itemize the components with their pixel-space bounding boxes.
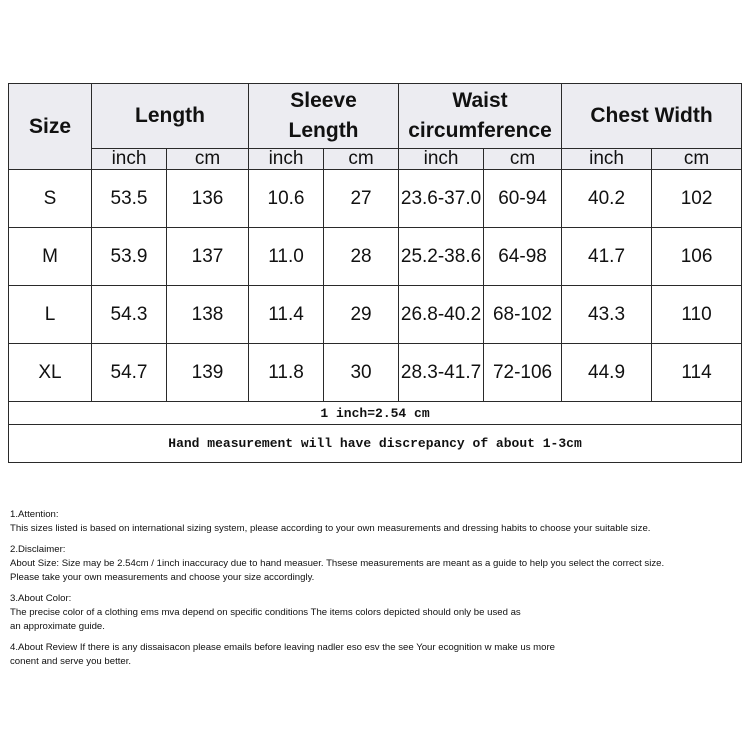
value-cell: 54.7 (92, 344, 167, 402)
discrepancy-note: Hand measurement will have discrepancy of about 1-3cm (9, 425, 742, 463)
value-cell: 28.3-41.7 (399, 344, 484, 402)
unit-cell: cm (167, 149, 249, 170)
sleeve-length-header (249, 84, 399, 149)
value-cell: 30 (324, 344, 399, 402)
length-header: Length (92, 84, 249, 149)
value-cell: 53.9 (92, 228, 167, 286)
unit-cell: cm (324, 149, 399, 170)
waist-header-line2: circumference (408, 119, 552, 142)
discrepancy-row (9, 425, 742, 463)
note-title: 3.About Color: (10, 593, 72, 604)
unit-cell: inch (249, 149, 324, 170)
conversion-note: 1 inch=2.54 cm (9, 402, 742, 425)
note-title: 1.Attention: (10, 509, 59, 520)
sleeve-header-line1: Sleeve (290, 89, 357, 112)
value-cell: 23.6-37.0 (399, 170, 484, 228)
value-cell: 25.2-38.6 (399, 228, 484, 286)
value-cell: 41.7 (562, 228, 652, 286)
table-row (9, 170, 742, 228)
value-cell: 106 (652, 228, 742, 286)
value-cell: 53.5 (92, 170, 167, 228)
table-row (9, 228, 742, 286)
note-line: Please take your own measurements and choose your size accordingly. (10, 572, 315, 583)
value-cell: 28 (324, 228, 399, 286)
value-cell: 137 (167, 228, 249, 286)
waist-header (399, 84, 562, 149)
note-line: 4.About Review If there is any dissaisacon please emails before leaving nadler eso esv the see Your ecognition w make us more (10, 642, 556, 653)
value-cell: 11.4 (249, 286, 324, 344)
unit-cell: inch (92, 149, 167, 170)
size-header: Size (9, 84, 92, 170)
value-cell: 10.6 (249, 170, 324, 228)
note-line: an approximate guide. (10, 621, 105, 632)
disclaimer-note (10, 543, 745, 585)
value-cell: 27 (324, 170, 399, 228)
color-note (10, 592, 745, 634)
attention-note (10, 508, 745, 536)
review-note (10, 641, 745, 669)
waist-header-line1: Waist (452, 89, 508, 112)
note-title: 2.Disclaimer: (10, 544, 66, 555)
conversion-row (9, 402, 742, 425)
unit-cell: inch (562, 149, 652, 170)
note-line: About Size: Size may be 2.54cm / 1inch inaccuracy due to hand measuer. Thsese measurements are meant as a guide to help you select the correct size. (10, 558, 665, 569)
value-cell: 110 (652, 286, 742, 344)
chest-width-header: Chest Width (562, 84, 742, 149)
value-cell: 54.3 (92, 286, 167, 344)
notes-section (10, 508, 745, 676)
value-cell: 64-98 (484, 228, 562, 286)
size-cell: L (9, 286, 92, 344)
note-line: This sizes listed is based on international sizing system, please according to your own measurements and dressing habits to choose your suitable size. (10, 523, 651, 534)
unit-row (9, 149, 742, 170)
note-line: conent and serve you better. (10, 656, 132, 667)
unit-cell: cm (652, 149, 742, 170)
value-cell: 26.8-40.2 (399, 286, 484, 344)
unit-cell: cm (484, 149, 562, 170)
value-cell: 138 (167, 286, 249, 344)
value-cell: 68-102 (484, 286, 562, 344)
value-cell: 114 (652, 344, 742, 402)
value-cell: 139 (167, 344, 249, 402)
value-cell: 11.0 (249, 228, 324, 286)
value-cell: 72-106 (484, 344, 562, 402)
size-cell: S (9, 170, 92, 228)
table-row (9, 286, 742, 344)
value-cell: 136 (167, 170, 249, 228)
size-cell: M (9, 228, 92, 286)
size-cell: XL (9, 344, 92, 402)
size-chart-table (8, 83, 742, 463)
value-cell: 11.8 (249, 344, 324, 402)
value-cell: 43.3 (562, 286, 652, 344)
table-row (9, 344, 742, 402)
value-cell: 102 (652, 170, 742, 228)
unit-cell: inch (399, 149, 484, 170)
value-cell: 40.2 (562, 170, 652, 228)
note-line: The precise color of a clothing ems mva depend on specific conditions The items colors depicted should only be used as (10, 607, 521, 618)
value-cell: 60-94 (484, 170, 562, 228)
value-cell: 44.9 (562, 344, 652, 402)
header-row (9, 84, 742, 149)
value-cell: 29 (324, 286, 399, 344)
sleeve-header-line2: Length (288, 119, 359, 142)
